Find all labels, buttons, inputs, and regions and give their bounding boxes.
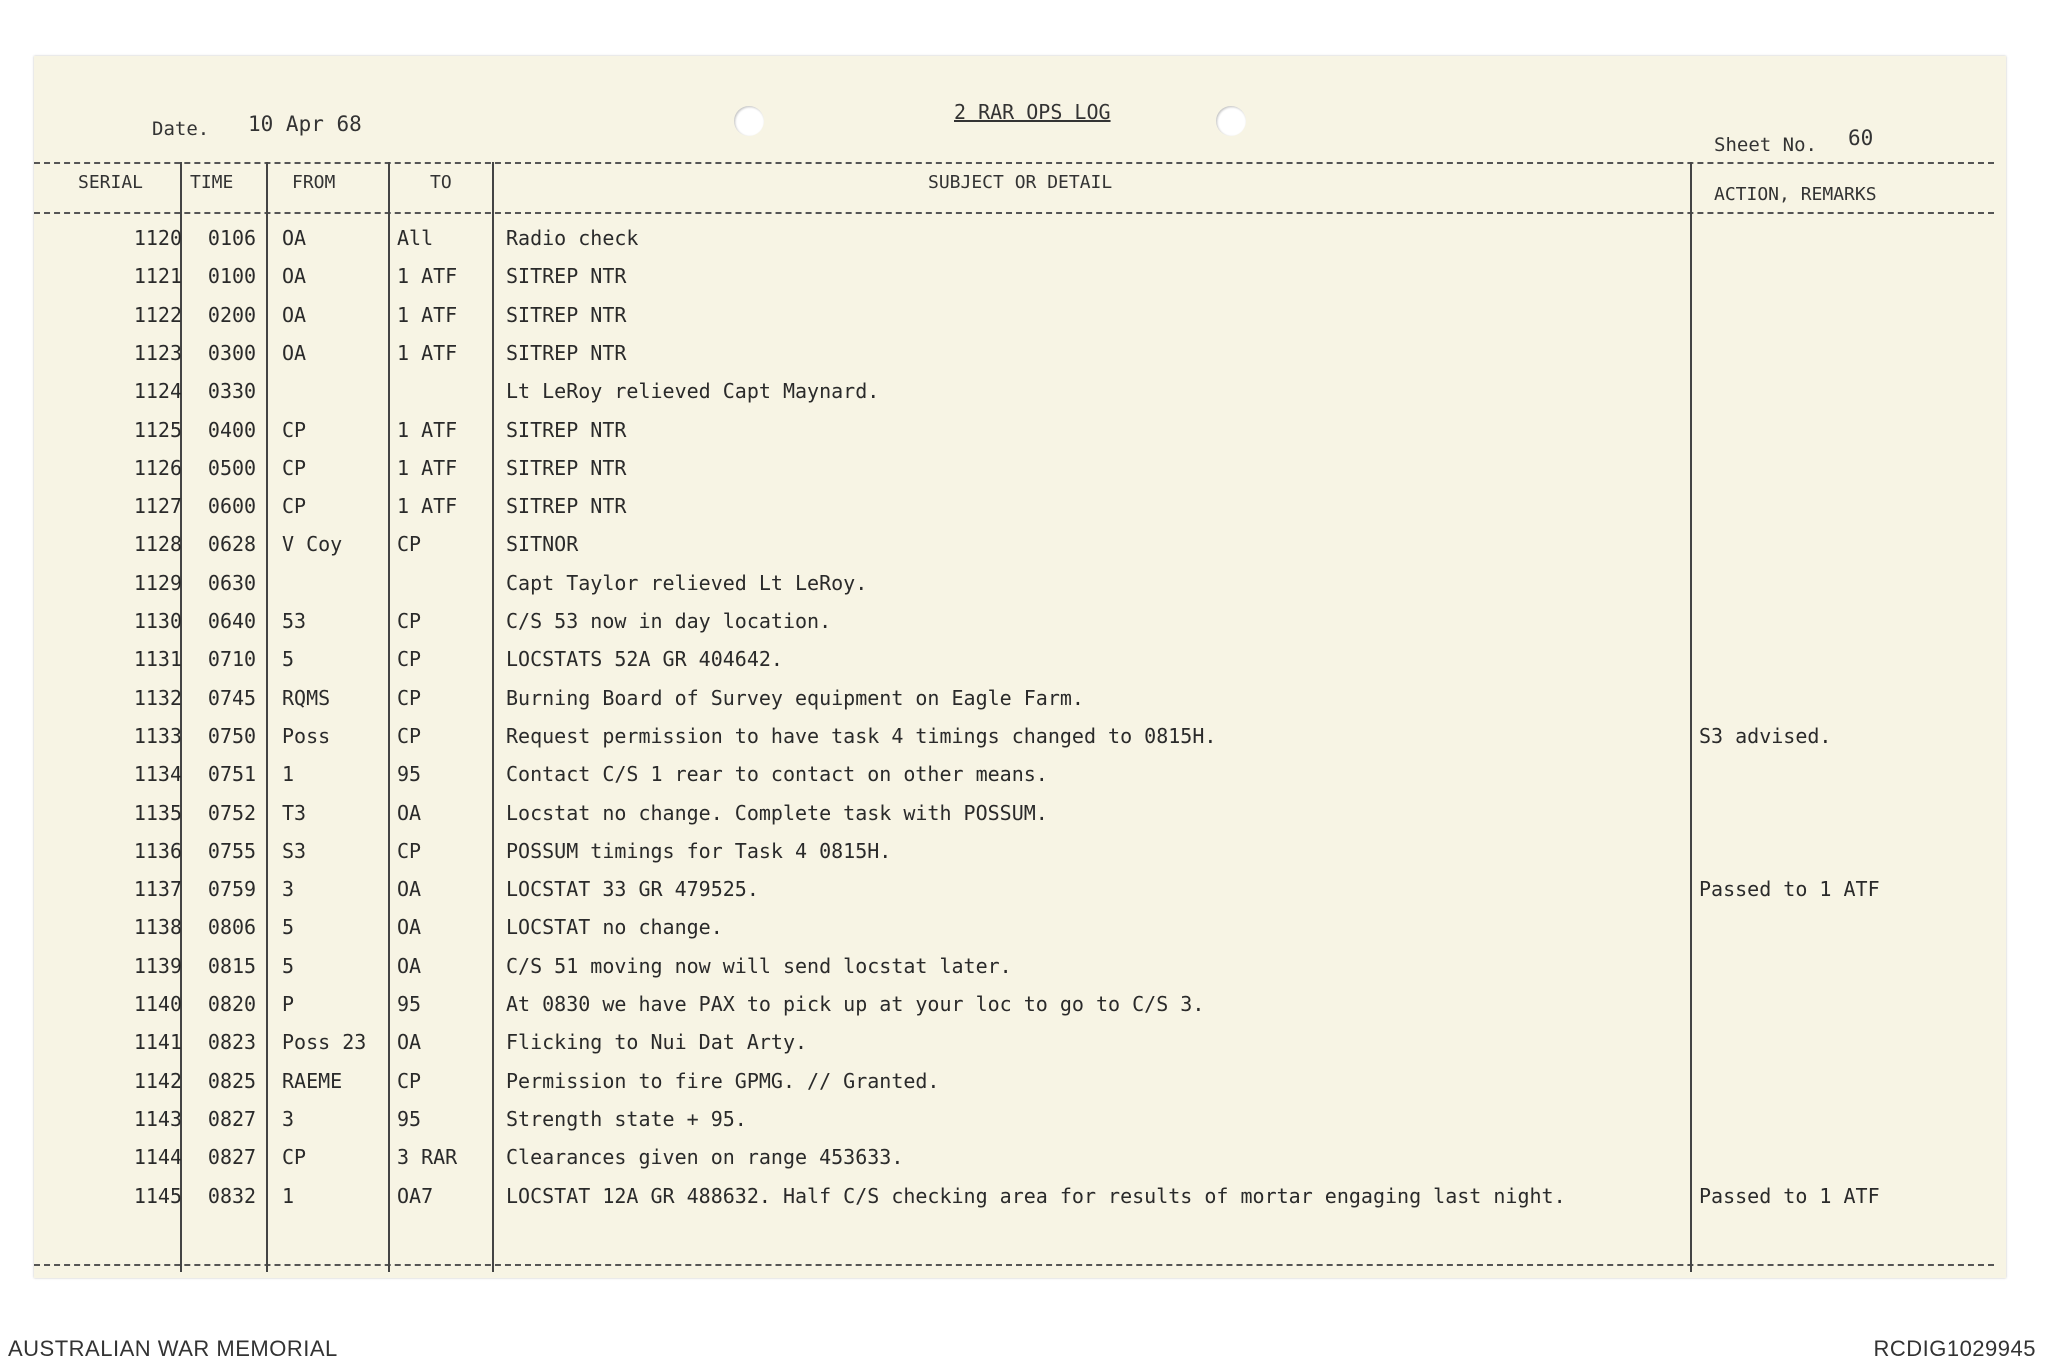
cell-detail: LOCSTAT 12A GR 488632. Half C/S checking area for results of mortar engaging last night. <box>506 1184 1566 1208</box>
cell-to: 95 <box>397 992 422 1016</box>
cell-detail: SITREP NTR <box>506 264 627 288</box>
table-row <box>34 915 2006 953</box>
cell-to: OA <box>397 801 422 825</box>
table-row <box>34 954 2006 992</box>
table-row <box>34 1069 2006 1107</box>
table-row <box>34 1030 2006 1068</box>
date-value: 10 Apr 68 <box>248 112 362 136</box>
cell-from: RAEME <box>282 1069 343 1093</box>
cell-time: 0815 <box>207 954 257 978</box>
table-row <box>34 264 2006 302</box>
cell-to: OA7 <box>397 1184 434 1208</box>
cell-time: 0106 <box>207 226 257 250</box>
cell-from: 3 <box>282 877 295 901</box>
cell-from: RQMS <box>282 686 331 710</box>
col-header-serial: SERIAL <box>78 172 144 193</box>
cell-detail: SITREP NTR <box>506 456 627 480</box>
cell-serial: 1140 <box>133 992 182 1016</box>
col-header-to: TO <box>430 172 452 193</box>
cell-from: OA <box>282 264 307 288</box>
header-bottom-rule <box>34 212 1994 214</box>
cell-serial: 1139 <box>133 954 182 978</box>
cell-serial: 1133 <box>133 724 182 748</box>
cell-serial: 1143 <box>133 1107 182 1131</box>
col-header-detail: SUBJECT OR DETAIL <box>928 172 1113 193</box>
cell-detail: Capt Taylor relieved Lt LeRoy. <box>506 571 868 595</box>
cell-time: 0710 <box>207 647 257 671</box>
col-header-from: FROM <box>292 172 336 193</box>
cell-action: Passed to 1 ATF <box>1699 877 1880 901</box>
cell-time: 0100 <box>207 264 257 288</box>
table-row <box>34 456 2006 494</box>
cell-time: 0752 <box>207 801 257 825</box>
cell-from: P <box>282 992 295 1016</box>
cell-time: 0827 <box>207 1145 257 1169</box>
cell-serial: 1131 <box>133 647 182 671</box>
cell-to: CP <box>397 686 422 710</box>
cell-time: 0751 <box>207 762 257 786</box>
cell-to: CP <box>397 1069 422 1093</box>
table-row <box>34 341 2006 379</box>
cell-detail: At 0830 we have PAX to pick up at your loc to go to C/S 3. <box>506 992 1205 1016</box>
punch-hole-right <box>1216 106 1246 136</box>
cell-from: 5 <box>282 915 295 939</box>
table-row <box>34 418 2006 456</box>
cell-to: 1 ATF <box>397 456 458 480</box>
cell-serial: 1121 <box>133 264 182 288</box>
table-row <box>34 494 2006 532</box>
cell-to: 95 <box>397 762 422 786</box>
cell-time: 0820 <box>207 992 257 1016</box>
cell-from: V Coy <box>282 532 343 556</box>
table-row <box>34 226 2006 264</box>
cell-detail: Permission to fire GPMG. // Granted. <box>506 1069 940 1093</box>
cell-to: 1 ATF <box>397 264 458 288</box>
cell-to: 1 ATF <box>397 303 458 327</box>
table-row <box>34 609 2006 647</box>
cell-time: 0823 <box>207 1030 257 1054</box>
cell-time: 0330 <box>207 379 257 403</box>
cell-serial: 1134 <box>133 762 182 786</box>
cell-serial: 1130 <box>133 609 182 633</box>
cell-to: 1 ATF <box>397 418 458 442</box>
table-row <box>34 686 2006 724</box>
cell-detail: POSSUM timings for Task 4 0815H. <box>506 839 892 863</box>
cell-time: 0640 <box>207 609 257 633</box>
cell-from: 5 <box>282 647 295 671</box>
date-label: Date. <box>152 118 210 140</box>
table-bottom-rule <box>34 1264 1994 1266</box>
table-row <box>34 877 2006 915</box>
cell-serial: 1124 <box>133 379 182 403</box>
cell-to: CP <box>397 839 422 863</box>
cell-serial: 1142 <box>133 1069 182 1093</box>
cell-from: 1 <box>282 762 295 786</box>
cell-from: 3 <box>282 1107 295 1131</box>
table-row <box>34 379 2006 417</box>
table-row <box>34 839 2006 877</box>
cell-from: 1 <box>282 1184 295 1208</box>
cell-time: 0745 <box>207 686 257 710</box>
cell-time: 0759 <box>207 877 257 901</box>
cell-time: 0832 <box>207 1184 257 1208</box>
cell-from: OA <box>282 341 307 365</box>
cell-time: 0750 <box>207 724 257 748</box>
cell-to: OA <box>397 954 422 978</box>
table-row <box>34 1145 2006 1183</box>
table-row <box>34 724 2006 762</box>
cell-to: OA <box>397 1030 422 1054</box>
punch-hole-left <box>734 106 764 136</box>
sheet-number-value: 60 <box>1848 126 1874 150</box>
table-row <box>34 532 2006 570</box>
cell-serial: 1141 <box>133 1030 182 1054</box>
cell-from: 5 <box>282 954 295 978</box>
cell-detail: C/S 51 moving now will send locstat later. <box>506 954 1012 978</box>
cell-to: 95 <box>397 1107 422 1131</box>
cell-detail: C/S 53 now in day location. <box>506 609 832 633</box>
cell-from: OA <box>282 303 307 327</box>
header-top-rule <box>34 162 1994 164</box>
cell-detail: LOCSTAT 33 GR 479525. <box>506 877 759 901</box>
cell-serial: 1126 <box>133 456 182 480</box>
cell-from: CP <box>282 456 307 480</box>
cell-serial: 1123 <box>133 341 182 365</box>
table-row <box>34 762 2006 800</box>
cell-from: OA <box>282 226 307 250</box>
cell-to: CP <box>397 647 422 671</box>
cell-detail: Radio check <box>506 226 639 250</box>
cell-from: S3 <box>282 839 307 863</box>
cell-serial: 1129 <box>133 571 182 595</box>
cell-detail: LOCSTAT no change. <box>506 915 723 939</box>
col-header-action: ACTION, REMARKS <box>1714 184 1877 205</box>
cell-from: Poss <box>282 724 331 748</box>
cell-time: 0827 <box>207 1107 257 1131</box>
cell-to: CP <box>397 609 422 633</box>
cell-serial: 1145 <box>133 1184 182 1208</box>
cell-detail: Strength state + 95. <box>506 1107 747 1131</box>
cell-detail: SITREP NTR <box>506 341 627 365</box>
cell-serial: 1135 <box>133 801 182 825</box>
cell-detail: SITREP NTR <box>506 418 627 442</box>
log-title: 2 RAR OPS LOG <box>954 100 1111 124</box>
cell-time: 0200 <box>207 303 257 327</box>
sheet-number-label: Sheet No. <box>1714 134 1817 156</box>
cell-serial: 1125 <box>133 418 182 442</box>
cell-action: S3 advised. <box>1699 724 1832 748</box>
cell-serial: 1136 <box>133 839 182 863</box>
cell-to: All <box>397 226 434 250</box>
cell-time: 0806 <box>207 915 257 939</box>
footer-source-label: AUSTRALIAN WAR MEMORIAL <box>8 1336 338 1361</box>
table-row <box>34 801 2006 839</box>
table-row <box>34 571 2006 609</box>
cell-time: 0755 <box>207 839 257 863</box>
cell-to: CP <box>397 532 422 556</box>
cell-to: CP <box>397 724 422 748</box>
cell-serial: 1138 <box>133 915 182 939</box>
cell-serial: 1120 <box>133 226 182 250</box>
table-row <box>34 647 2006 685</box>
cell-detail: Locstat no change. Complete task with POSSUM. <box>506 801 1048 825</box>
cell-from: 53 <box>282 609 307 633</box>
cell-detail: Clearances given on range 453633. <box>506 1145 904 1169</box>
cell-detail: LOCSTATS 52A GR 404642. <box>506 647 783 671</box>
cell-from: CP <box>282 418 307 442</box>
cell-from: CP <box>282 1145 307 1169</box>
cell-serial: 1137 <box>133 877 182 901</box>
cell-serial: 1132 <box>133 686 182 710</box>
cell-serial: 1128 <box>133 532 182 556</box>
cell-serial: 1122 <box>133 303 182 327</box>
table-row <box>34 1107 2006 1145</box>
cell-time: 0630 <box>207 571 257 595</box>
cell-action: Passed to 1 ATF <box>1699 1184 1880 1208</box>
cell-from: T3 <box>282 801 307 825</box>
cell-time: 0600 <box>207 494 257 518</box>
cell-from: CP <box>282 494 307 518</box>
table-row <box>34 992 2006 1030</box>
cell-detail: Burning Board of Survey equipment on Eagle Farm. <box>506 686 1084 710</box>
cell-time: 0500 <box>207 456 257 480</box>
cell-to: OA <box>397 877 422 901</box>
log-sheet <box>34 56 2006 1278</box>
cell-detail: Flicking to Nui Dat Arty. <box>506 1030 808 1054</box>
col-header-time: TIME <box>190 172 234 193</box>
cell-time: 0628 <box>207 532 257 556</box>
cell-detail: Contact C/S 1 rear to contact on other means. <box>506 762 1048 786</box>
cell-detail: Lt LeRoy relieved Capt Maynard. <box>506 379 880 403</box>
cell-time: 0300 <box>207 341 257 365</box>
cell-to: 3 RAR <box>397 1145 458 1169</box>
cell-to: 1 ATF <box>397 341 458 365</box>
cell-serial: 1127 <box>133 494 182 518</box>
table-row <box>34 1184 2006 1222</box>
cell-time: 0825 <box>207 1069 257 1093</box>
cell-time: 0400 <box>207 418 257 442</box>
cell-detail: SITNOR <box>506 532 579 556</box>
cell-to: OA <box>397 915 422 939</box>
cell-from: Poss 23 <box>282 1030 367 1054</box>
cell-detail: Request permission to have task 4 timings changed to 0815H. <box>506 724 1217 748</box>
cell-detail: SITREP NTR <box>506 303 627 327</box>
table-row <box>34 303 2006 341</box>
cell-serial: 1144 <box>133 1145 182 1169</box>
cell-detail: SITREP NTR <box>506 494 627 518</box>
cell-to: 1 ATF <box>397 494 458 518</box>
footer-record-id: RCDIG1029945 <box>1873 1336 2036 1361</box>
